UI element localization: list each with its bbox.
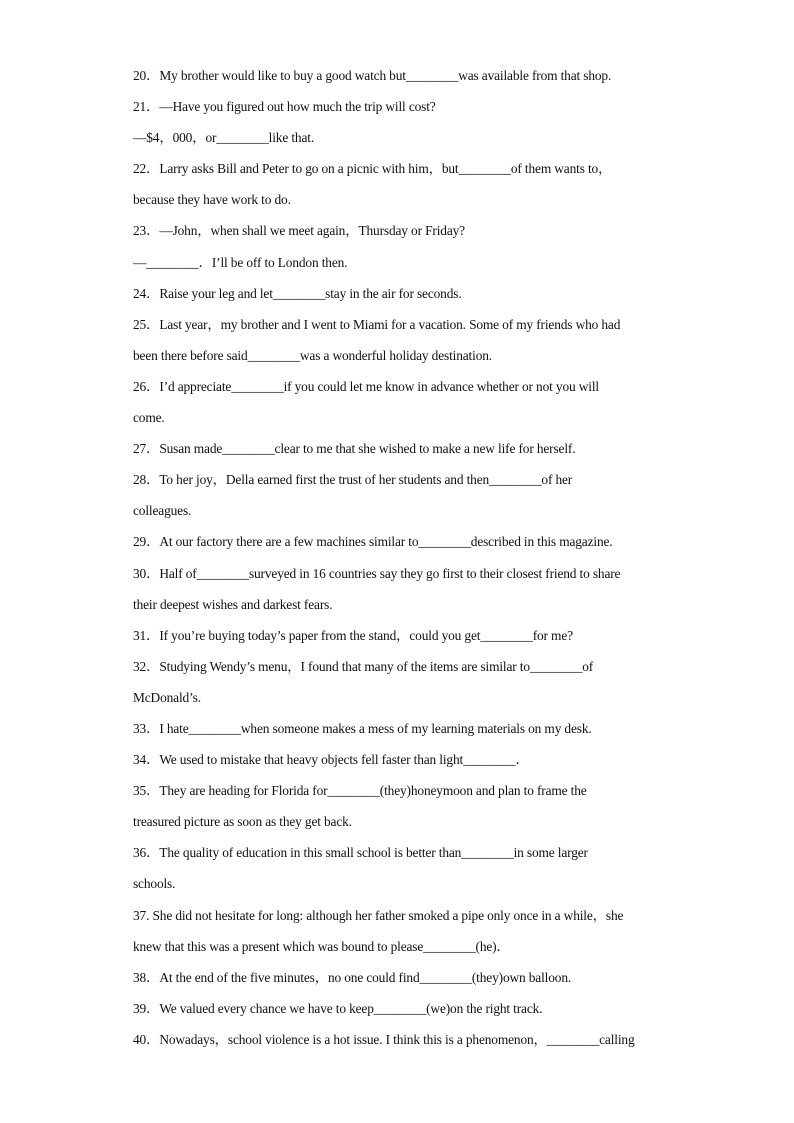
- question-31-line-1: 31．If you’re buying today’s paper from the stand，could you get________for me?: [133, 627, 573, 643]
- question-36-line-1: 36．The quality of education in this small school is better than________in some larger: [133, 845, 588, 861]
- question-21-line-1: 21．—Have you figured out how much the trip will cost?: [133, 99, 436, 115]
- question-34-line-1: 34．We used to mistake that heavy objects fell faster than light________．: [133, 752, 529, 768]
- question-21-line-2: —$4，000，or________like that.: [133, 130, 315, 146]
- question-22-line-1: 22．Larry asks Bill and Peter to go on a picnic with him，but________of them wants to，: [133, 161, 612, 177]
- question-36-line-2: schools.: [133, 876, 176, 892]
- question-28-line-2: colleagues.: [133, 503, 192, 519]
- question-37-line-2: knew that this was a present which was bound to please________(he)．: [133, 938, 510, 954]
- question-30-line-2: their deepest wishes and darkest fears.: [133, 596, 333, 612]
- question-33-line-1: 33．I hate________when someone makes a mess of my learning materials on my desk.: [133, 720, 592, 736]
- question-20-line-1: 20．My brother would like to buy a good watch but________was available from that shop.: [133, 68, 612, 83]
- question-27-line-1: 27．Susan made________clear to me that she wished to make a new life for herself.: [133, 441, 576, 457]
- question-28-line-1: 28．To her joy，Della earned first the trust of her students and then________of her: [133, 472, 573, 488]
- question-25-line-2: been there before said________was a wonderful holiday destination.: [133, 347, 492, 363]
- exercise-list: [133, 64, 663, 1059]
- question-23-line-1: 23．—John，when shall we meet again，Thursday or Friday?: [133, 223, 465, 239]
- question-24-line-1: 24．Raise your leg and let________stay in the air for seconds.: [133, 285, 462, 301]
- question-30-line-1: 30．Half of________surveyed in 16 countries say they go first to their closest friend to share: [133, 565, 621, 581]
- question-32-line-1: 32．Studying Wendy’s menu，I found that many of the items are similar to________of: [133, 658, 594, 674]
- question-23-line-2: —________．I’ll be off to London then.: [133, 254, 348, 270]
- question-39-line-1: 39．We valued every chance we have to keep________(we)on the right track.: [133, 1000, 543, 1016]
- question-26-line-2: come.: [133, 410, 165, 426]
- question-38-line-1: 38．At the end of the five minutes，no one could find________(they)own balloon.: [133, 969, 572, 985]
- question-25-line-1: 25．Last year，my brother and I went to Miami for a vacation. Some of my friends who had: [133, 316, 621, 332]
- question-35-line-2: treasured picture as soon as they get back.: [133, 814, 352, 830]
- question-32-line-2: McDonald’s.: [133, 689, 201, 705]
- question-29-line-1: 29．At our factory there are a few machines similar to________described in this magazine.: [133, 534, 613, 550]
- question-40-line-1: 40．Nowadays，school violence is a hot issue. I think this is a phenomenon，________calling: [133, 1031, 635, 1047]
- question-22-line-2: because they have work to do.: [133, 192, 291, 208]
- question-37-line-1: 37. She did not hesitate for long: although her father smoked a pipe only once in a while，she: [133, 907, 624, 923]
- question-35-line-1: 35．They are heading for Florida for________(they)honeymoon and plan to frame the: [133, 783, 587, 799]
- question-26-line-1: 26．I’d appreciate________if you could let me know in advance whether or not you will: [133, 378, 599, 394]
